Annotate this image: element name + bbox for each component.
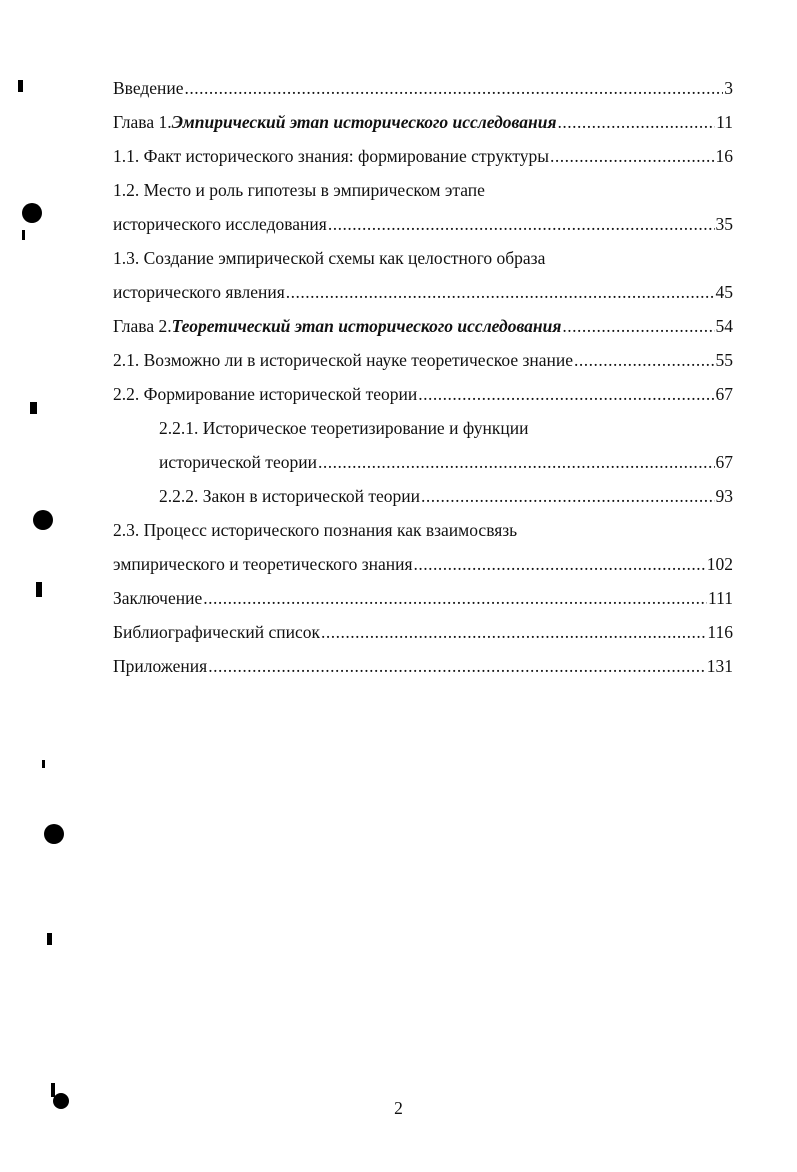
toc-entry-conclusion [113, 584, 733, 612]
toc-leader-dots [574, 346, 714, 374]
toc-entry-2-3-line-2 [113, 550, 733, 578]
toc-entry-page: 111 [708, 588, 733, 608]
toc-entry-title: 2.1. Возможно ли в исторической науке теоретическое знание [113, 350, 574, 370]
toc-entry-title: исторического исследования [113, 214, 327, 234]
toc-entry-chapter-2 [113, 312, 733, 340]
page-number: 2 [394, 1098, 403, 1118]
toc-entry-2-2-1-line-1 [159, 414, 733, 442]
margin-punch-mark [42, 760, 45, 768]
toc-entry-title: Приложения [113, 656, 208, 676]
toc-entry-title: Заключение [113, 588, 203, 608]
toc-leader-dots [562, 312, 714, 340]
toc-leader-dots [203, 584, 707, 612]
toc-leader-dots [414, 550, 706, 578]
toc-entry-1-2-line-2 [113, 210, 733, 238]
toc-entry-page: 35 [715, 214, 733, 234]
margin-punch-mark [47, 933, 52, 945]
toc-entry-page: 131 [706, 656, 733, 676]
toc-entry-page: 45 [715, 282, 733, 302]
toc-entry-title: 2.3. Процесс исторического познания как взаимосвязь [113, 520, 518, 540]
toc-entry-title: 1.2. Место и роль гипотезы в эмпирическом этапе [113, 180, 485, 200]
toc-entry-2-3-line-1 [113, 516, 733, 544]
margin-punch-mark [22, 230, 25, 240]
toc-entry-page: 102 [706, 554, 733, 574]
toc-entry-prefix: Глава 2. [113, 316, 172, 336]
toc-entry-1-1 [113, 142, 733, 170]
toc-entry-title: 1.3. Создание эмпирической схемы как целостного образа [113, 248, 546, 268]
toc-leader-dots [286, 278, 715, 306]
toc-entry-2-2-2 [159, 482, 733, 510]
toc-leader-dots [208, 652, 706, 680]
toc-entry-title: 2.2. Формирование исторической теории [113, 384, 418, 404]
toc-entry-page: 54 [715, 316, 733, 336]
margin-punch-mark [18, 80, 23, 92]
toc-entry-title: Библиографический список [113, 622, 321, 642]
toc-entry-2-2 [113, 380, 733, 408]
toc-entry-title: исторического явления [113, 282, 285, 302]
toc-entry-2-2-1-line-2 [159, 448, 733, 476]
margin-punch-hole [33, 510, 53, 530]
toc-entry-page: 67 [715, 452, 733, 472]
toc-entry-title: 1.1. Факт исторического знания: формирование структуры [113, 146, 550, 166]
toc-entry-1-3-line-2 [113, 278, 733, 306]
toc-entry-page: 67 [715, 384, 733, 404]
toc-leader-dots [550, 142, 714, 170]
toc-entry-bibliography [113, 618, 733, 646]
toc-entry-title: Теоретический этап исторического исследования [171, 316, 562, 336]
toc-leader-dots [557, 108, 715, 136]
toc-entry-title: Введение [113, 78, 184, 98]
margin-punch-hole [22, 203, 42, 223]
toc-entry-page: 11 [716, 112, 733, 132]
toc-entry-prefix: Глава 1. [113, 112, 172, 132]
toc-leader-dots [328, 210, 715, 238]
margin-punch-mark [30, 402, 37, 414]
toc-entry-title: Эмпирический этап исторического исследования [171, 112, 557, 132]
toc-entry-page: 116 [707, 622, 733, 642]
toc-entry-appendices [113, 652, 733, 680]
toc-leader-dots [318, 448, 715, 476]
toc-leader-dots [421, 482, 715, 510]
toc-entry-title: исторической теории [159, 452, 317, 472]
toc-leader-dots [321, 618, 706, 646]
toc-entry-chapter-1 [113, 108, 733, 136]
toc-leader-dots [418, 380, 714, 408]
toc-entry-1-3-line-1 [113, 244, 733, 272]
toc-entry-page: 3 [724, 78, 733, 98]
margin-punch-hole [44, 824, 64, 844]
toc-entry-2-1 [113, 346, 733, 374]
toc-entry-page: 55 [715, 350, 733, 370]
toc-entry-introduction [113, 74, 733, 102]
toc-entry-title: эмпирического и теоретического знания [113, 554, 413, 574]
toc-entry-title: 2.2.2. Закон в исторической теории [159, 486, 420, 506]
toc-entry-page: 16 [715, 146, 733, 166]
margin-punch-mark [36, 582, 42, 597]
toc-entry-page: 93 [715, 486, 733, 506]
toc-leader-dots [185, 74, 724, 102]
toc-entry-1-2-line-1 [113, 176, 733, 204]
toc-entry-title: 2.2.1. Историческое теоретизирование и функции [159, 418, 529, 438]
